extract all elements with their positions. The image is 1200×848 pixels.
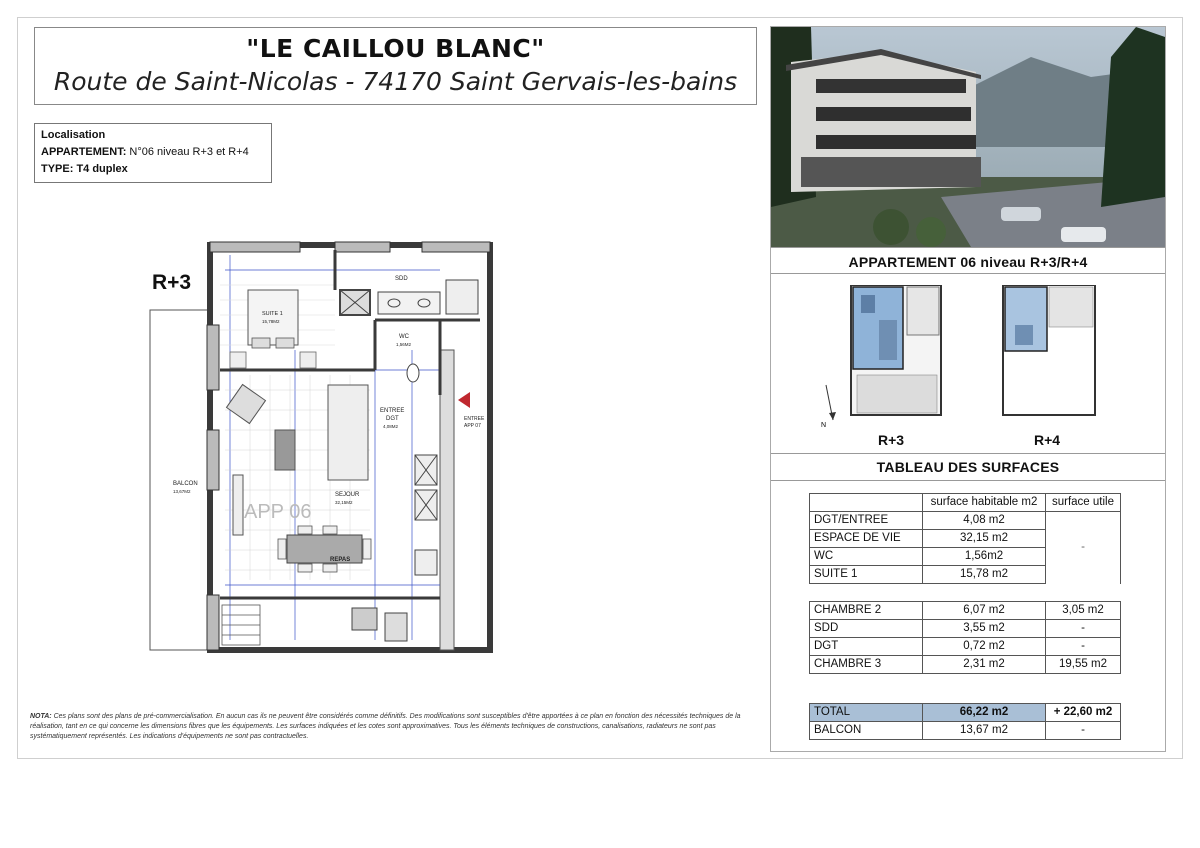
label-sejour-area: 32,15M2: [335, 500, 353, 505]
row-habitable: 32,15 m2: [923, 530, 1046, 548]
apartment-value: N°06 niveau R+3 et R+4: [129, 146, 249, 158]
total-utile: + 22,60 m2: [1046, 704, 1121, 722]
row-habitable: 0,72 m2: [923, 638, 1046, 656]
level-thumbnails: [771, 285, 1165, 455]
localisation-box: [34, 123, 272, 183]
col-habitable: surface habitable m2: [923, 494, 1046, 512]
row-utile: -: [1046, 620, 1121, 638]
table-row: [810, 638, 1121, 656]
row-habitable: 4,08 m2: [923, 512, 1046, 530]
apartment-label: APPARTEMENT:: [41, 146, 127, 158]
table-row: [810, 512, 1121, 530]
row-name: DGT: [810, 638, 923, 656]
label-suite-area: 15,78M2: [262, 319, 280, 324]
row-habitable: 6,07 m2: [923, 602, 1046, 620]
right-panel: [770, 26, 1166, 752]
row-name: CHAMBRE 2: [810, 602, 923, 620]
table-row: [810, 602, 1121, 620]
project-title: "LE CAILLOU BLANC": [246, 34, 545, 63]
total-name: TOTAL: [810, 704, 923, 722]
row-utile: 19,55 m2: [1046, 656, 1121, 674]
label-entree-app: ENTREE: [464, 416, 485, 422]
row-habitable: 3,55 m2: [923, 620, 1046, 638]
surface-table: [809, 493, 1121, 584]
level-tag: R+3: [152, 271, 192, 294]
label-balcon: BALCON: [173, 481, 198, 487]
apartment-title: APPARTEMENT 06 niveau R+3/R+4: [848, 254, 1088, 270]
building-rendering: [771, 27, 1165, 247]
floor-plan: [140, 230, 500, 660]
row-name: CHAMBRE 3: [810, 656, 923, 674]
total-row: [810, 704, 1121, 722]
entrance-arrow: [458, 392, 470, 408]
label-wc-area: 1,56M2: [396, 342, 412, 347]
type-label: TYPE: T4 duplex: [41, 163, 128, 175]
label-entree: ENTREE: [380, 408, 405, 414]
project-address: Route de Saint-Nicolas - 74170 Saint Gervais-les-bains: [53, 67, 738, 96]
thumb-r3: [821, 285, 941, 429]
balcony-outline: [150, 310, 210, 650]
label-repas: REPAS: [330, 557, 351, 563]
row-habitable: 2,31 m2: [923, 656, 1046, 674]
divider: [771, 273, 1165, 274]
row-utile: 3,05 m2: [1046, 602, 1121, 620]
label-sdd: SDD: [395, 276, 408, 282]
nota-disclaimer: [30, 712, 765, 742]
balcon-row: [810, 722, 1121, 740]
label-sejour: SEJOUR: [335, 492, 360, 498]
row-name: SUITE 1: [810, 566, 923, 584]
title-box: [34, 27, 757, 105]
row-utile: -: [1046, 512, 1121, 584]
surface-table-secondary: [809, 601, 1121, 674]
label-suite: SUITE 1: [262, 311, 283, 317]
thumb-label-r3: R+3: [878, 432, 905, 448]
table-header-row: [810, 494, 1121, 512]
label-dgt: DGT: [386, 416, 399, 422]
nota-label: NOTA:: [30, 713, 52, 720]
divider: [771, 453, 1165, 454]
thumb-r4: [1003, 285, 1095, 415]
label-wc: WC: [399, 334, 409, 340]
table-title: TABLEAU DES SURFACES: [876, 459, 1060, 475]
nota-text: Ces plans sont des plans de pré-commercialisation. En aucun cas ils ne peuvent être considérés comme définitifs. Des modifications sont susceptibles d'être apportées à ce plan en fonction des nécessités techniques de la réalisation, tant en ce qui concerne les dimensions fibres que les équipements. Les surfaces indiquées et les cotes sont approximatives. Tous les éléments techniques de constructions, canalisations, radiateurs ne sont pas systématiquement représentés. Les indications d'équipements ne sont pas contractuelles.: [30, 713, 741, 740]
table-row: [810, 620, 1121, 638]
apartment-watermark: APP 06: [244, 501, 312, 523]
col-utile: surface utile: [1046, 494, 1121, 512]
row-habitable: 1,56m2: [923, 548, 1046, 566]
row-habitable: 15,78 m2: [923, 566, 1046, 584]
row-utile: -: [1046, 638, 1121, 656]
divider: [771, 247, 1165, 248]
row-name: SDD: [810, 620, 923, 638]
balcon-name: BALCON: [810, 722, 923, 740]
row-name: WC: [810, 548, 923, 566]
total-habitable: 66,22 m2: [923, 704, 1046, 722]
divider: [771, 480, 1165, 481]
total-table: [809, 703, 1121, 740]
row-name: ESPACE DE VIE: [810, 530, 923, 548]
table-row: [810, 656, 1121, 674]
row-name: DGT/ENTREE: [810, 512, 923, 530]
thumb-label-r4: R+4: [1034, 432, 1061, 448]
label-dgt-area: 4,08M2: [383, 424, 399, 429]
label-balcon-area: 13,67M2: [173, 489, 191, 494]
balcon-utile: -: [1046, 722, 1121, 740]
north-label: N: [821, 422, 827, 429]
balcon-habitable: 13,67 m2: [923, 722, 1046, 740]
localisation-heading: Localisation: [41, 129, 106, 141]
label-app07: APP 07: [464, 423, 481, 429]
